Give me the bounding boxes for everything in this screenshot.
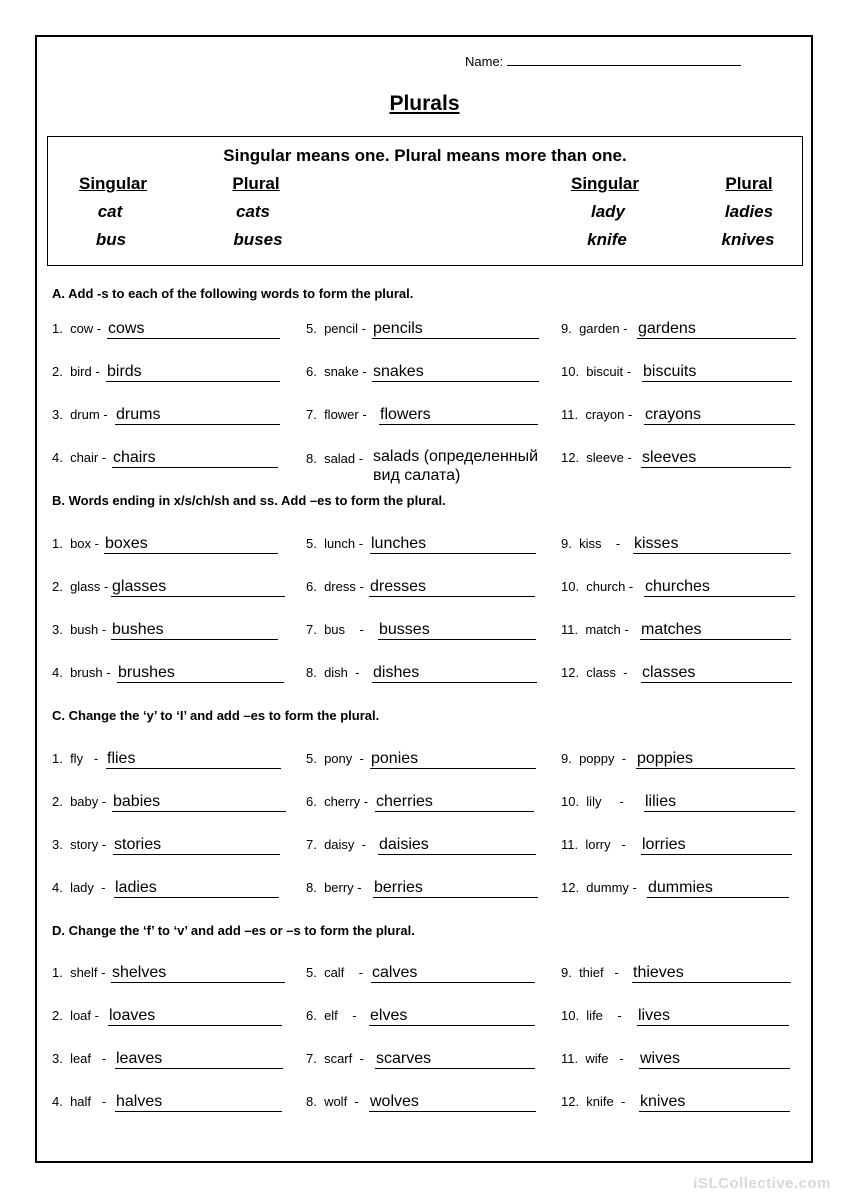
word-label: 8. salad -: [306, 451, 364, 466]
answer-field[interactable]: pencils: [372, 320, 539, 339]
answer-field[interactable]: churches: [644, 578, 795, 597]
name-blank[interactable]: [507, 53, 741, 66]
answer-field[interactable]: gardens: [637, 320, 796, 339]
word-label: 10. biscuit -: [561, 364, 632, 379]
list-item: [306, 875, 542, 899]
word-label: 6. snake -: [306, 364, 367, 379]
list-item: [561, 1046, 799, 1070]
word-label: 5. lunch -: [306, 536, 364, 551]
list-item: [306, 1003, 542, 1027]
definition-box: [47, 136, 803, 266]
answer-field[interactable]: scarves: [375, 1050, 535, 1069]
answer-field[interactable]: lorries: [641, 836, 792, 855]
list-item: [306, 1089, 542, 1113]
singular-header-left: Singular: [78, 174, 147, 193]
word-label: 6. cherry -: [306, 794, 369, 809]
answer-field[interactable]: babies: [112, 793, 286, 812]
word-label: 5. pony -: [306, 751, 364, 766]
word-label: 2. glass -: [52, 579, 109, 594]
answer-field[interactable]: lilies: [644, 793, 795, 812]
answer-field[interactable]: daisies: [378, 836, 536, 855]
word-label: 4. half -: [52, 1094, 107, 1109]
list-item: [561, 960, 799, 984]
list-item: [561, 316, 799, 340]
answer-field[interactable]: drums: [115, 406, 280, 425]
list-item: [306, 574, 542, 598]
list-item: [306, 316, 542, 340]
word-label: 8. berry -: [306, 880, 362, 895]
list-item: [52, 660, 288, 684]
word-label: 12. sleeve -: [561, 450, 632, 465]
list-item: [52, 960, 288, 984]
answer-field[interactable]: cherries: [375, 793, 534, 812]
list-item: [306, 660, 542, 684]
answer-field[interactable]: brushes: [117, 664, 284, 683]
word-label: 8. wolf -: [306, 1094, 359, 1109]
list-item: [52, 746, 284, 770]
singular-header-right: Singular: [570, 174, 639, 193]
list-item: [561, 617, 799, 641]
answer-field[interactable]: lunches: [370, 535, 536, 554]
list-item: [52, 1003, 288, 1027]
word-label: 7. scarf -: [306, 1051, 364, 1066]
word-label: 6. dress -: [306, 579, 364, 594]
word-label: 1. cow -: [52, 321, 102, 336]
example-plural: ladies: [724, 202, 774, 221]
answer-field[interactable]: kisses: [633, 535, 791, 554]
answer-field[interactable]: loaves: [108, 1007, 282, 1026]
list-item: [306, 832, 542, 856]
answer-field[interactable]: dresses: [369, 578, 535, 597]
answer-field[interactable]: dummies: [647, 879, 789, 898]
answer-field[interactable]: lives: [637, 1007, 789, 1026]
list-item: [52, 574, 288, 598]
answer-field[interactable]: leaves: [115, 1050, 283, 1069]
answer-field[interactable]: ponies: [370, 750, 536, 769]
word-label: 5. pencil -: [306, 321, 366, 336]
word-label: 3. bush -: [52, 622, 107, 637]
answer-field[interactable]: calves: [371, 964, 535, 983]
answer-field[interactable]: biscuits: [642, 363, 792, 382]
word-label: 10. lily -: [561, 794, 624, 809]
section-d-heading: D. Change the ‘f’ to ‘v’ and add –es or –s to form the plural.: [52, 923, 415, 938]
word-label: 11. crayon -: [561, 407, 633, 422]
list-item: [52, 832, 284, 856]
answer-field[interactable]: ladies: [114, 879, 279, 898]
answer-field[interactable]: wolves: [369, 1093, 536, 1112]
word-label: 7. daisy -: [306, 837, 366, 852]
word-label: 2. bird -: [52, 364, 100, 379]
answer-field[interactable]: berries: [373, 879, 538, 898]
answer-field[interactable]: chairs: [112, 449, 278, 468]
answer-field[interactable]: classes: [641, 664, 792, 683]
section-c-heading: C. Change the ‘y’ to ‘I’ and add –es to form the plural.: [52, 708, 380, 723]
answer-field[interactable]: boxes: [104, 535, 278, 554]
name-label: Name:: [465, 54, 504, 69]
answer-field[interactable]: elves: [369, 1007, 535, 1026]
answer-field[interactable]: thieves: [632, 964, 791, 983]
list-item: [52, 1046, 288, 1070]
answer-field[interactable]: shelves: [111, 964, 285, 983]
answer-field[interactable]: flowers: [379, 406, 538, 425]
list-item: [52, 531, 284, 555]
list-item: [561, 359, 799, 383]
example-plural: knives: [721, 230, 775, 249]
answer-field[interactable]: cows: [107, 320, 280, 339]
list-item: [52, 1089, 288, 1113]
list-item: [306, 1046, 542, 1070]
answer-field[interactable]: wives: [639, 1050, 790, 1069]
list-item: [306, 960, 542, 984]
list-item: [561, 832, 799, 856]
word-label: 4. brush -: [52, 665, 111, 680]
list-item: [52, 789, 288, 813]
word-label: 3. story -: [52, 837, 107, 852]
word-label: 3. leaf -: [52, 1051, 107, 1066]
word-label: 9. poppy -: [561, 751, 627, 766]
list-item: [561, 660, 799, 684]
answer-field[interactable]: halves: [115, 1093, 282, 1112]
word-label: 9. garden -: [561, 321, 628, 336]
word-label: 4. chair -: [52, 450, 107, 465]
answer-field[interactable]: busses: [378, 621, 536, 640]
plural-header-left: Plural: [232, 174, 280, 193]
word-label: 12. class -: [561, 665, 628, 680]
answer-field[interactable]: sleeves: [641, 449, 791, 468]
word-label: 12. knife -: [561, 1094, 626, 1109]
section-b-heading: B. Words ending in x/s/ch/sh and ss. Add –es to form the plural.: [52, 493, 446, 508]
answer-field[interactable]: knives: [639, 1093, 790, 1112]
list-item: [52, 316, 284, 340]
word-label: 11. lorry -: [561, 837, 626, 852]
list-item: [306, 359, 542, 383]
word-label: 3. drum -: [52, 407, 108, 422]
word-label: 9. thief -: [561, 965, 619, 980]
word-label: 6. elf -: [306, 1008, 357, 1023]
word-label: 10. church -: [561, 579, 634, 594]
word-label: 1. fly -: [52, 751, 99, 766]
answer-field[interactable]: snakes: [372, 363, 539, 382]
word-label: 1. shelf -: [52, 965, 106, 980]
section-a-heading: A. Add -s to each of the following words to form the plural.: [52, 286, 414, 301]
answer-field[interactable]: birds: [106, 363, 280, 382]
watermark: iSLCollective.com: [693, 1175, 831, 1192]
word-label: 2. baby -: [52, 794, 107, 809]
list-item: [561, 574, 799, 598]
list-item: [561, 402, 799, 426]
word-label: 11. match -: [561, 622, 629, 637]
definition-text: Singular means one. Plural means more than one.: [223, 146, 627, 165]
word-label: 4. lady -: [52, 880, 106, 895]
example-plural: buses: [233, 230, 283, 249]
list-item: [52, 445, 284, 469]
list-item: [52, 617, 284, 641]
list-item: [561, 1003, 799, 1027]
word-label: 7. flower -: [306, 407, 367, 422]
word-label: 7. bus -: [306, 622, 364, 637]
list-item: [561, 746, 799, 770]
answer-field[interactable]: crayons: [644, 406, 795, 425]
example-singular: knife: [587, 230, 627, 249]
word-label: 5. calf -: [306, 965, 364, 980]
answer-field[interactable]: poppies: [636, 750, 795, 769]
list-item: [306, 617, 542, 641]
answer-field[interactable]: stories: [113, 836, 280, 855]
list-item: [561, 445, 799, 469]
list-item: [561, 875, 799, 899]
answer-field[interactable]: bushes: [111, 621, 278, 640]
answer-field[interactable]: salads (определенный вид салата): [373, 448, 539, 484]
list-item: [306, 746, 542, 770]
example-singular: lady: [590, 202, 626, 221]
list-item: [52, 359, 284, 383]
word-label: 9. kiss -: [561, 536, 621, 551]
list-item: [561, 531, 799, 555]
list-item: [306, 402, 542, 426]
word-label: 2. loaf -: [52, 1008, 99, 1023]
example-plural: cats: [235, 202, 271, 221]
example-singular: cat: [97, 202, 123, 221]
name-field: [465, 53, 741, 69]
example-singular: bus: [95, 230, 127, 249]
answer-field[interactable]: flies: [106, 750, 281, 769]
list-item: [306, 789, 542, 813]
list-item: [561, 1089, 799, 1113]
list-item: [52, 875, 284, 899]
list-item: [306, 445, 554, 489]
answer-field[interactable]: matches: [640, 621, 791, 640]
answer-field[interactable]: dishes: [372, 664, 537, 683]
word-label: 12. dummy -: [561, 880, 637, 895]
list-item: [561, 789, 799, 813]
word-label: 1. box -: [52, 536, 99, 551]
answer-field[interactable]: glasses: [111, 578, 285, 597]
page-title: Plurals: [389, 92, 460, 115]
list-item: [306, 531, 542, 555]
word-label: 8. dish -: [306, 665, 360, 680]
word-label: 10. life -: [561, 1008, 622, 1023]
word-label: 11. wife -: [561, 1051, 624, 1066]
list-item: [52, 402, 284, 426]
plural-header-right: Plural: [725, 174, 773, 193]
